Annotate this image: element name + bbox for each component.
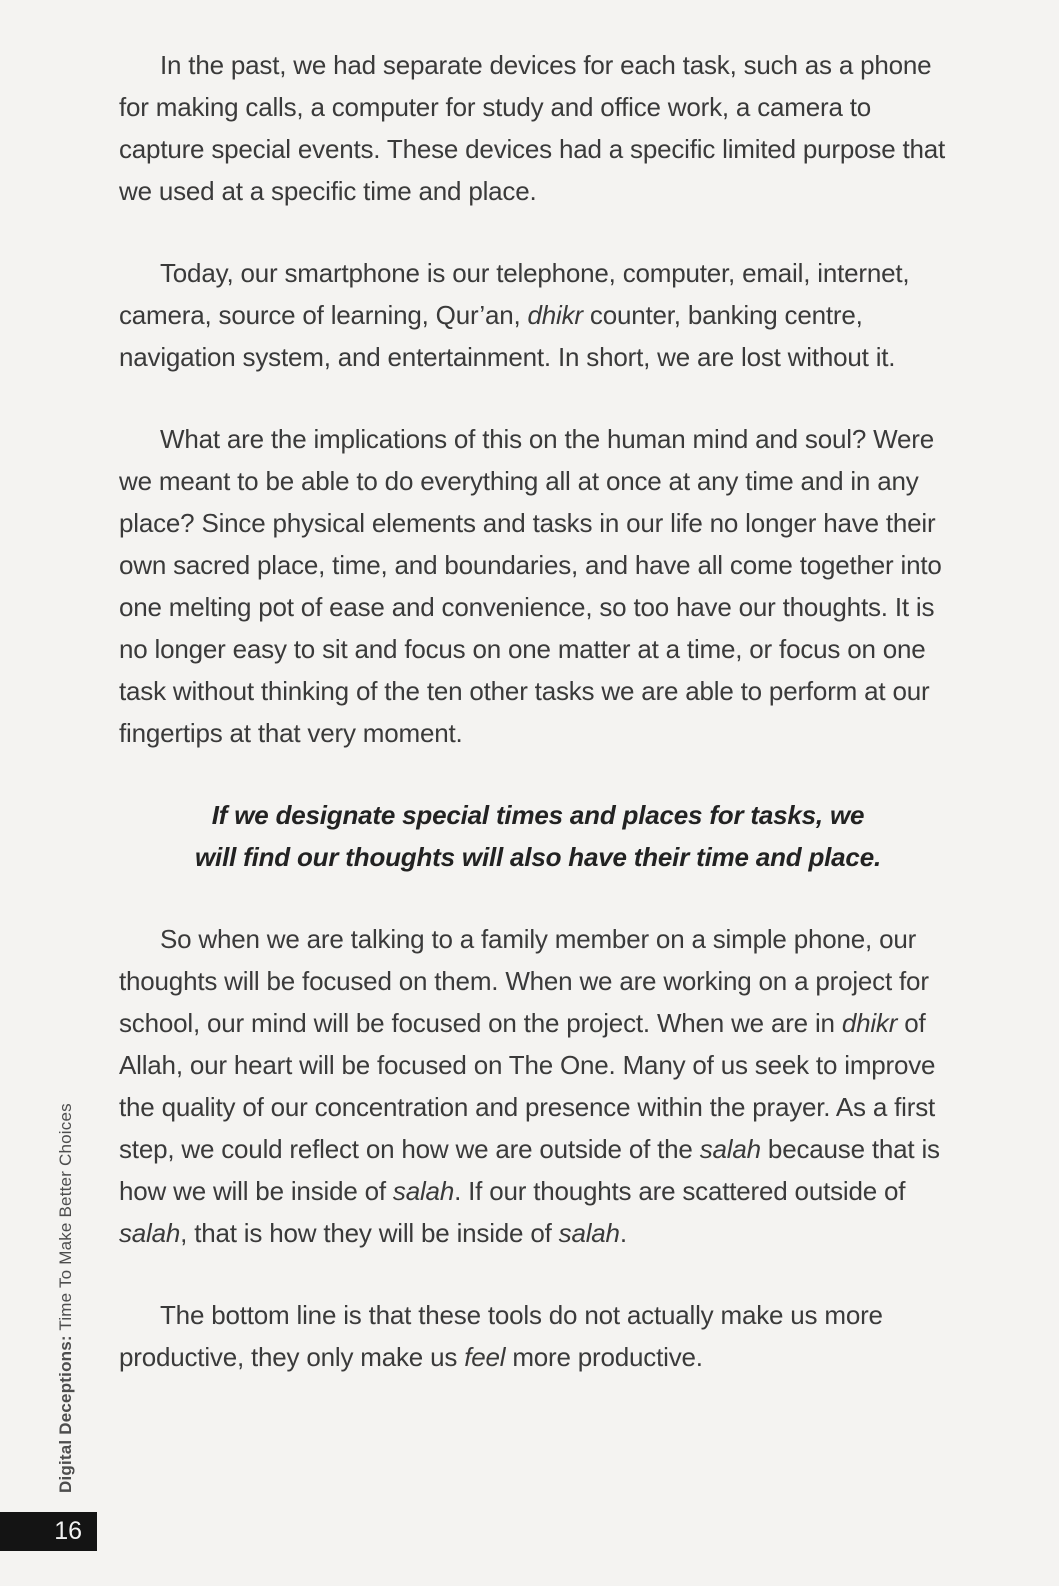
italic-term: dhikr: [841, 1008, 898, 1038]
text-run: The bottom line is that these tools do not actually make us more productive, they only make us: [119, 1300, 883, 1372]
paragraph: [119, 44, 957, 212]
paragraph: [119, 252, 957, 378]
text-run: .: [619, 1218, 627, 1248]
text-run: Today, our smartphone is our telephone, computer, email, internet, camera, source of learning, Qur’an,: [119, 258, 910, 330]
page-body: [119, 44, 957, 1418]
text-run: more productive.: [505, 1342, 703, 1372]
italic-term: salah: [392, 1176, 455, 1206]
italic-term: salah: [699, 1134, 761, 1164]
page-number: 16: [54, 1517, 82, 1545]
paragraph: [119, 418, 957, 754]
pull-quote: [188, 794, 888, 878]
paragraph: [119, 918, 957, 1254]
text-run: What are the implications of this on the human mind and soul? Were we meant to be able to do everything all at once at any time and in any place? Since physical elements and tasks in our life no longer have their own sacred place, time, and boundaries, and have all come together into one melting pot of ease and convenience, so too have our thoughts. It is no longer easy to sit and focus on one matter at a time, or focus on one task without thinking of the ten other tasks we are able to perform at our fingertips at that very moment.: [119, 424, 942, 748]
page-number-badge: [0, 1512, 97, 1551]
text-run: of Allah, our heart will be focused on The One. Many of us seek to improve the quality of our concentration and presence within the prayer. As a first step, we could reflect on how we are outside of the: [119, 1008, 936, 1164]
text-run: . If our thoughts are scattered outside of: [454, 1176, 906, 1206]
sidebar-running-title: [56, 1103, 76, 1493]
text-run: because that is how we will be inside of: [119, 1134, 940, 1206]
text-run: , that is how they will be inside of: [180, 1218, 559, 1248]
italic-term: dhikr: [527, 300, 583, 330]
italic-term: feel: [464, 1342, 506, 1372]
text-run: counter, banking centre, navigation system, and entertainment. In short, we are lost without it.: [119, 300, 896, 372]
text-run: If we designate special times and places for tasks, we will find our thoughts will also have their time and place.: [195, 800, 881, 872]
text-run: So when we are talking to a family member on a simple phone, our thoughts will be focused on them. When we are working on a project for school, our mind will be focused on the project. When we are in: [119, 924, 929, 1038]
running-title-bold: Digital Deceptions:: [56, 1335, 75, 1493]
italic-term: salah: [119, 1218, 181, 1248]
text-run: In the past, we had separate devices for each task, such as a phone for making calls, a computer for study and office work, a camera to capture special events. These devices had a specific limited purpose that we used at a specific time and place.: [119, 50, 946, 206]
italic-term: salah: [558, 1218, 620, 1248]
running-title-text: Time To Make Better Choices: [56, 1103, 75, 1336]
paragraph: [119, 1294, 957, 1378]
